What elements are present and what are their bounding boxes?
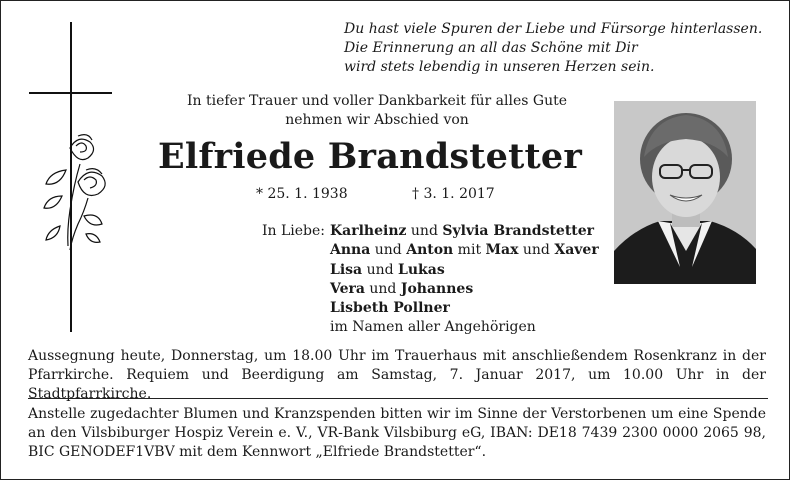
birth-date: * 25. 1. 1938 xyxy=(256,186,348,202)
family-member: Lukas xyxy=(398,261,445,278)
family-member: Xaver xyxy=(554,242,599,259)
family-member: Johannes xyxy=(400,280,474,297)
memorial-quote xyxy=(344,20,774,77)
family-row xyxy=(262,241,599,260)
deceased-name: Elfriede Brandstetter xyxy=(158,136,582,177)
family-member: Karlheinz xyxy=(330,223,407,239)
family-member: Anna xyxy=(330,242,371,259)
connector: und xyxy=(370,242,407,259)
connector: und xyxy=(362,261,399,278)
intro-text xyxy=(158,92,596,130)
service-notice: Aussegnung heute, Donnerstag, um 18.00 Uhr im Trauerhaus mit anschließendem Rosenkranz in der Pfarrkirche. Requiem und Beerdigung am Samstag, 7. Januar 2017, um 10.00 Uhr in der Stadtpfarrkirche. xyxy=(28,348,766,402)
family-member: Lisbeth Pollner xyxy=(330,300,450,317)
connector: und xyxy=(364,280,401,297)
family-member: Vera xyxy=(330,280,365,297)
intro-line: In tiefer Trauer und voller Dankbarkeit für alles Gute xyxy=(186,93,568,109)
family-row xyxy=(262,280,599,299)
quote-line: wird stets lebendig in unseren Herzen sein. xyxy=(344,59,655,75)
death-date: † 3. 1. 2017 xyxy=(412,186,495,202)
family-member: Lisa xyxy=(330,261,363,278)
family-list xyxy=(262,222,599,338)
family-member: Anton xyxy=(406,242,454,259)
connector: und xyxy=(518,242,555,259)
portrait-illustration xyxy=(614,101,756,284)
family-row xyxy=(262,222,599,241)
intro-line: nehmen wir Abschied von xyxy=(285,112,469,128)
portrait-photo xyxy=(614,101,756,284)
donation-notice: Anstelle zugedachter Blumen und Kranzspenden bitten wir im Sinne der Verstorbenen um eine Spende an den Vilsbiburger Hospiz Verein e. V., VR-Bank Vilsbiburg eG, IBAN: DE18 7439 2300 0000 2065 98, BIC GENODEF1VBV mit dem Kennwort „Elfriede Brandstetter“. xyxy=(28,406,766,460)
family-member: Max xyxy=(485,242,519,259)
family-row xyxy=(262,299,599,318)
connector: mit xyxy=(453,242,486,259)
family-row xyxy=(262,261,599,280)
quote-line: Du hast viele Spuren der Liebe und Fürsorge hinterlassen. xyxy=(344,21,763,37)
connector: und xyxy=(406,223,443,239)
cross-with-roses-icon xyxy=(26,20,116,336)
family-member: Sylvia Brandstetter xyxy=(442,223,595,239)
family-lead: In Liebe: xyxy=(262,223,326,239)
divider xyxy=(28,398,768,399)
quote-line: Die Erinnerung an all das Schöne mit Dir xyxy=(344,40,638,56)
family-row: im Namen aller Angehörigen xyxy=(330,319,536,336)
